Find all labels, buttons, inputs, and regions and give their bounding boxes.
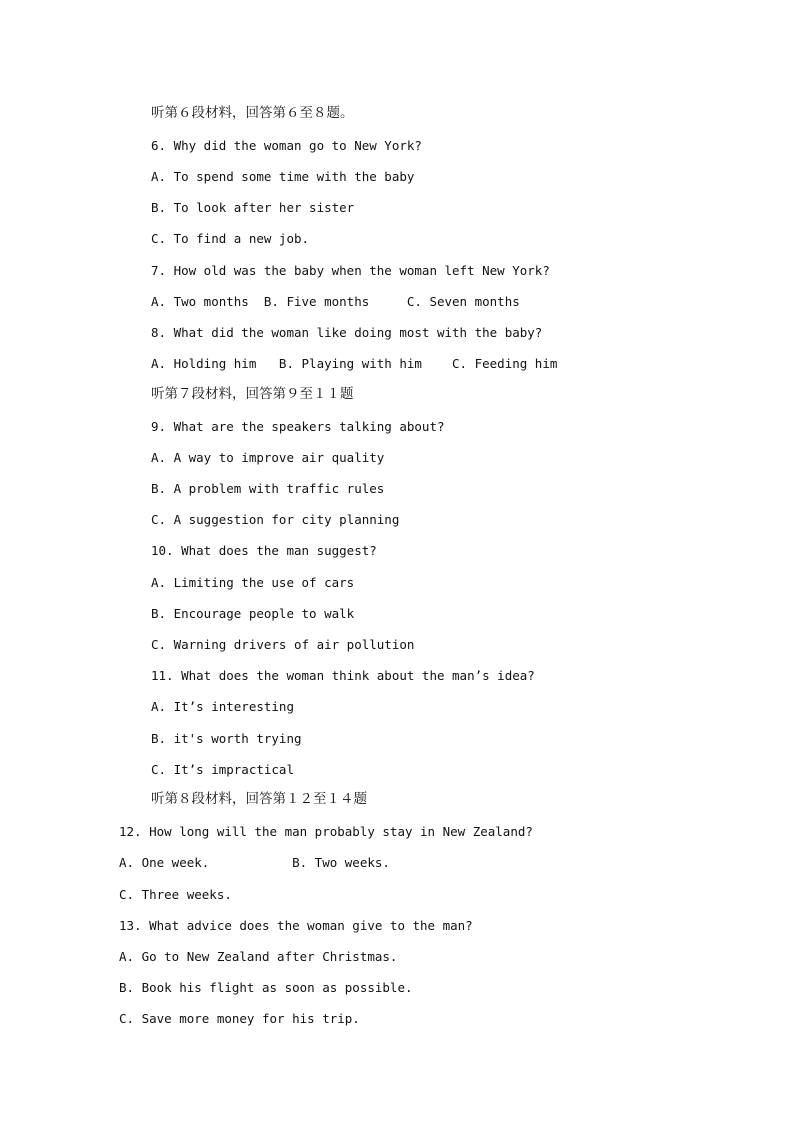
section-heading: 听第６段材料，回答第６至８题。 — [151, 105, 354, 121]
option-line: C. To find a new job. — [151, 231, 310, 246]
option-line: A. To spend some time with the baby — [151, 169, 415, 184]
option-line: C. A suggestion for city planning — [151, 512, 400, 527]
option-line: A. A way to improve air quality — [151, 450, 385, 465]
option-line: A. It’s interesting — [151, 699, 294, 714]
question-line: 10. What does the man suggest? — [151, 543, 377, 558]
question-line: 13. What advice does the woman give to the man? — [119, 918, 473, 933]
question-line: 11. What does the woman think about the man’s idea? — [151, 668, 535, 683]
option-line: A. Limiting the use of cars — [151, 575, 355, 590]
option-line: C. It’s impractical — [151, 762, 294, 777]
option-line: B. A problem with traffic rules — [151, 481, 385, 496]
option-line: A. Two months B. Five months C. Seven months — [151, 294, 520, 309]
question-line: 6. Why did the woman go to New York? — [151, 138, 422, 153]
option-line: C. Three weeks. — [119, 887, 232, 902]
question-line: 9. What are the speakers talking about? — [151, 419, 445, 434]
option-line: A. One week. B. Two weeks. — [119, 855, 390, 870]
option-line: B. To look after her sister — [151, 200, 355, 215]
option-line: A. Holding him B. Playing with him C. Feeding him — [151, 356, 558, 371]
option-line: B. Book his flight as soon as possible. — [119, 980, 413, 995]
option-line: C. Save more money for his trip. — [119, 1011, 360, 1026]
section-heading: 听第８段材料，回答第１２至１４题 — [151, 791, 367, 807]
option-line: A. Go to New Zealand after Christmas. — [119, 949, 398, 964]
section-heading: 听第７段材料，回答第９至１１题 — [151, 386, 354, 402]
question-line: 7. How old was the baby when the woman left New York? — [151, 263, 550, 278]
question-line: 8. What did the woman like doing most with the baby? — [151, 325, 543, 340]
option-line: C. Warning drivers of air pollution — [151, 637, 415, 652]
option-line: B. Encourage people to walk — [151, 606, 355, 621]
option-line: B. it's worth trying — [151, 731, 302, 746]
question-line: 12. How long will the man probably stay in New Zealand? — [119, 824, 533, 839]
